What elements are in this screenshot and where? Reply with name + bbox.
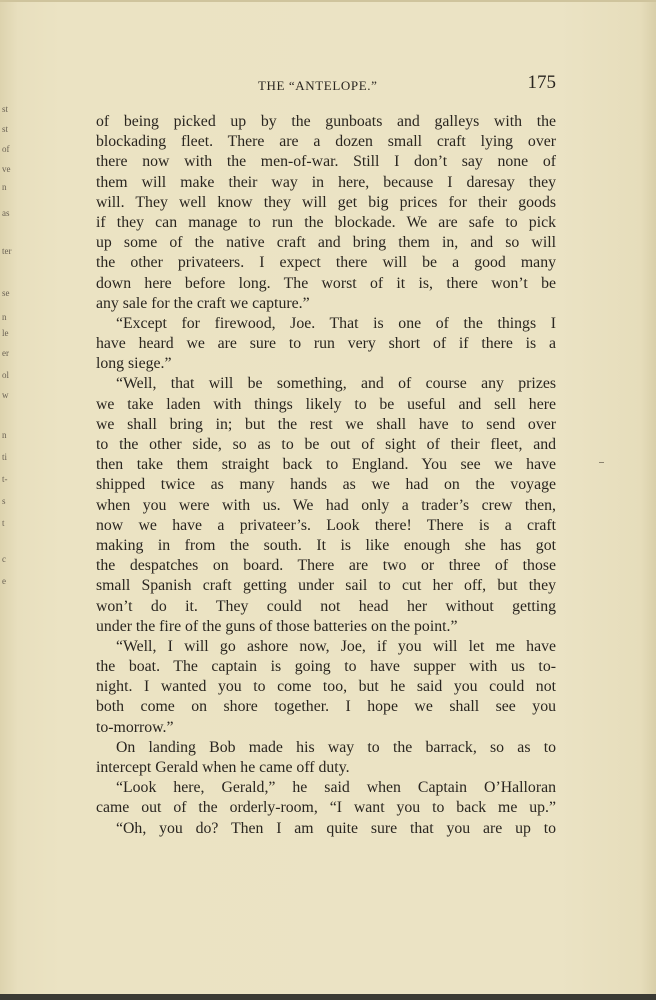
text-line: “Oh, you do? Then I am quite sure that you are up to xyxy=(116,819,556,837)
text-line: long siege.” xyxy=(96,355,172,373)
text-line: then take them straight back to England. You see we have xyxy=(96,456,556,474)
text-line: up some of the native craft and bring them in, and so will xyxy=(96,234,556,252)
text-line: will. They well know they will get big prices for their goods xyxy=(96,193,556,211)
bleed-fragment: ol xyxy=(2,370,10,380)
bleed-fragment: n xyxy=(2,430,7,440)
text-line: came out of the orderly-room, “I want you to back me up.” xyxy=(96,799,556,817)
text-line: when you were with us. We had only a trader’s crew then, xyxy=(96,496,556,514)
bleed-fragment: c xyxy=(2,554,6,564)
text-line: shipped twice as many hands as we had on the voyage xyxy=(96,476,556,494)
bleed-fragment: t- xyxy=(2,474,8,484)
text-line: under the fire of the guns of those batteries on the point.” xyxy=(96,617,458,635)
text-line: them will make their way in here, because I daresay they xyxy=(96,173,556,191)
bleed-fragment: st xyxy=(2,124,9,134)
text-line: the other privateers. I expect there will be a good many xyxy=(96,254,556,272)
bleed-fragment: ter xyxy=(2,246,12,256)
page-bottom-edge xyxy=(0,994,656,1000)
text-line: to the other side, so as to be out of sight of their fleet, and xyxy=(96,436,556,453)
bleed-fragment: s xyxy=(2,496,6,506)
text-line: the despatches on board. There are two or three of those xyxy=(96,557,556,575)
bleed-fragment: of xyxy=(2,144,10,154)
text-line: won’t do it. They could not head her without getting xyxy=(96,597,556,615)
text-line: have heard we are sure to run very short of if there is a xyxy=(96,335,556,353)
text-line: to-morrow.” xyxy=(96,718,174,736)
page-header xyxy=(96,70,556,100)
bleed-fragment: ve xyxy=(2,164,11,174)
text-line: blockading fleet. There are a dozen small craft lying over xyxy=(96,133,556,151)
text-line: making in from the south. It is like enough she has got xyxy=(96,536,556,554)
page-number: 175 xyxy=(527,72,556,93)
text-line: we shall bring in; but the rest we shall have to send over xyxy=(96,415,556,433)
bleed-fragment: w xyxy=(2,390,9,400)
text-line: intercept Gerald when he came off duty. xyxy=(96,759,350,776)
running-head: THE “ANTELOPE.” xyxy=(258,78,378,93)
text-line: “Except for firewood, Joe. That is one of the things I xyxy=(116,314,556,332)
body-text xyxy=(96,112,556,839)
text-line: “Look here, Gerald,” he said when Captain O’Halloran xyxy=(116,779,556,797)
text-line: down here before long. The worst of it is, there won’t be xyxy=(96,274,556,292)
text-line: both come on shore together. I hope we shall see you xyxy=(96,698,556,716)
text-line: if they can manage to run the blockade. We are safe to pick xyxy=(96,213,556,231)
text-line: now we have a privateer’s. Look there! There is a craft xyxy=(96,516,556,534)
bleed-fragment: n xyxy=(2,182,7,192)
text-line: “Well, I will go ashore now, Joe, if you will let me have xyxy=(116,637,556,655)
text-line: any sale for the craft we capture.” xyxy=(96,294,310,312)
bleed-fragment: as xyxy=(2,208,10,218)
text-line: we take laden with things likely to be useful and sell here xyxy=(96,395,556,413)
bleed-fragment: er xyxy=(2,348,9,358)
bleed-fragment: ti xyxy=(2,452,8,462)
page-top-edge xyxy=(0,0,656,2)
bleed-fragment: st xyxy=(2,104,9,114)
text-line: the boat. The captain is going to have supper with us to- xyxy=(96,658,556,676)
bleed-fragment: t xyxy=(2,518,5,528)
bleed-fragment: e xyxy=(2,576,6,586)
text-line: “Well, that will be something, and of course any prizes xyxy=(116,375,556,393)
text-line: there now with the men-of-war. Still I don’t say none of xyxy=(96,153,556,171)
text-line: night. I wanted you to come too, but he said you could not xyxy=(96,678,556,696)
margin-speck xyxy=(599,462,604,463)
bleed-fragment: le xyxy=(2,328,9,338)
margin-bleed-through xyxy=(0,90,14,610)
text-line: of being picked up by the gunboats and galleys with the xyxy=(96,113,556,130)
text-line: small Spanish craft getting under sail to cut her off, but they xyxy=(96,577,556,595)
bleed-fragment: se xyxy=(2,288,10,298)
text-line: On landing Bob made his way to the barrack, so as to xyxy=(116,738,556,756)
bleed-fragment: n xyxy=(2,312,7,322)
